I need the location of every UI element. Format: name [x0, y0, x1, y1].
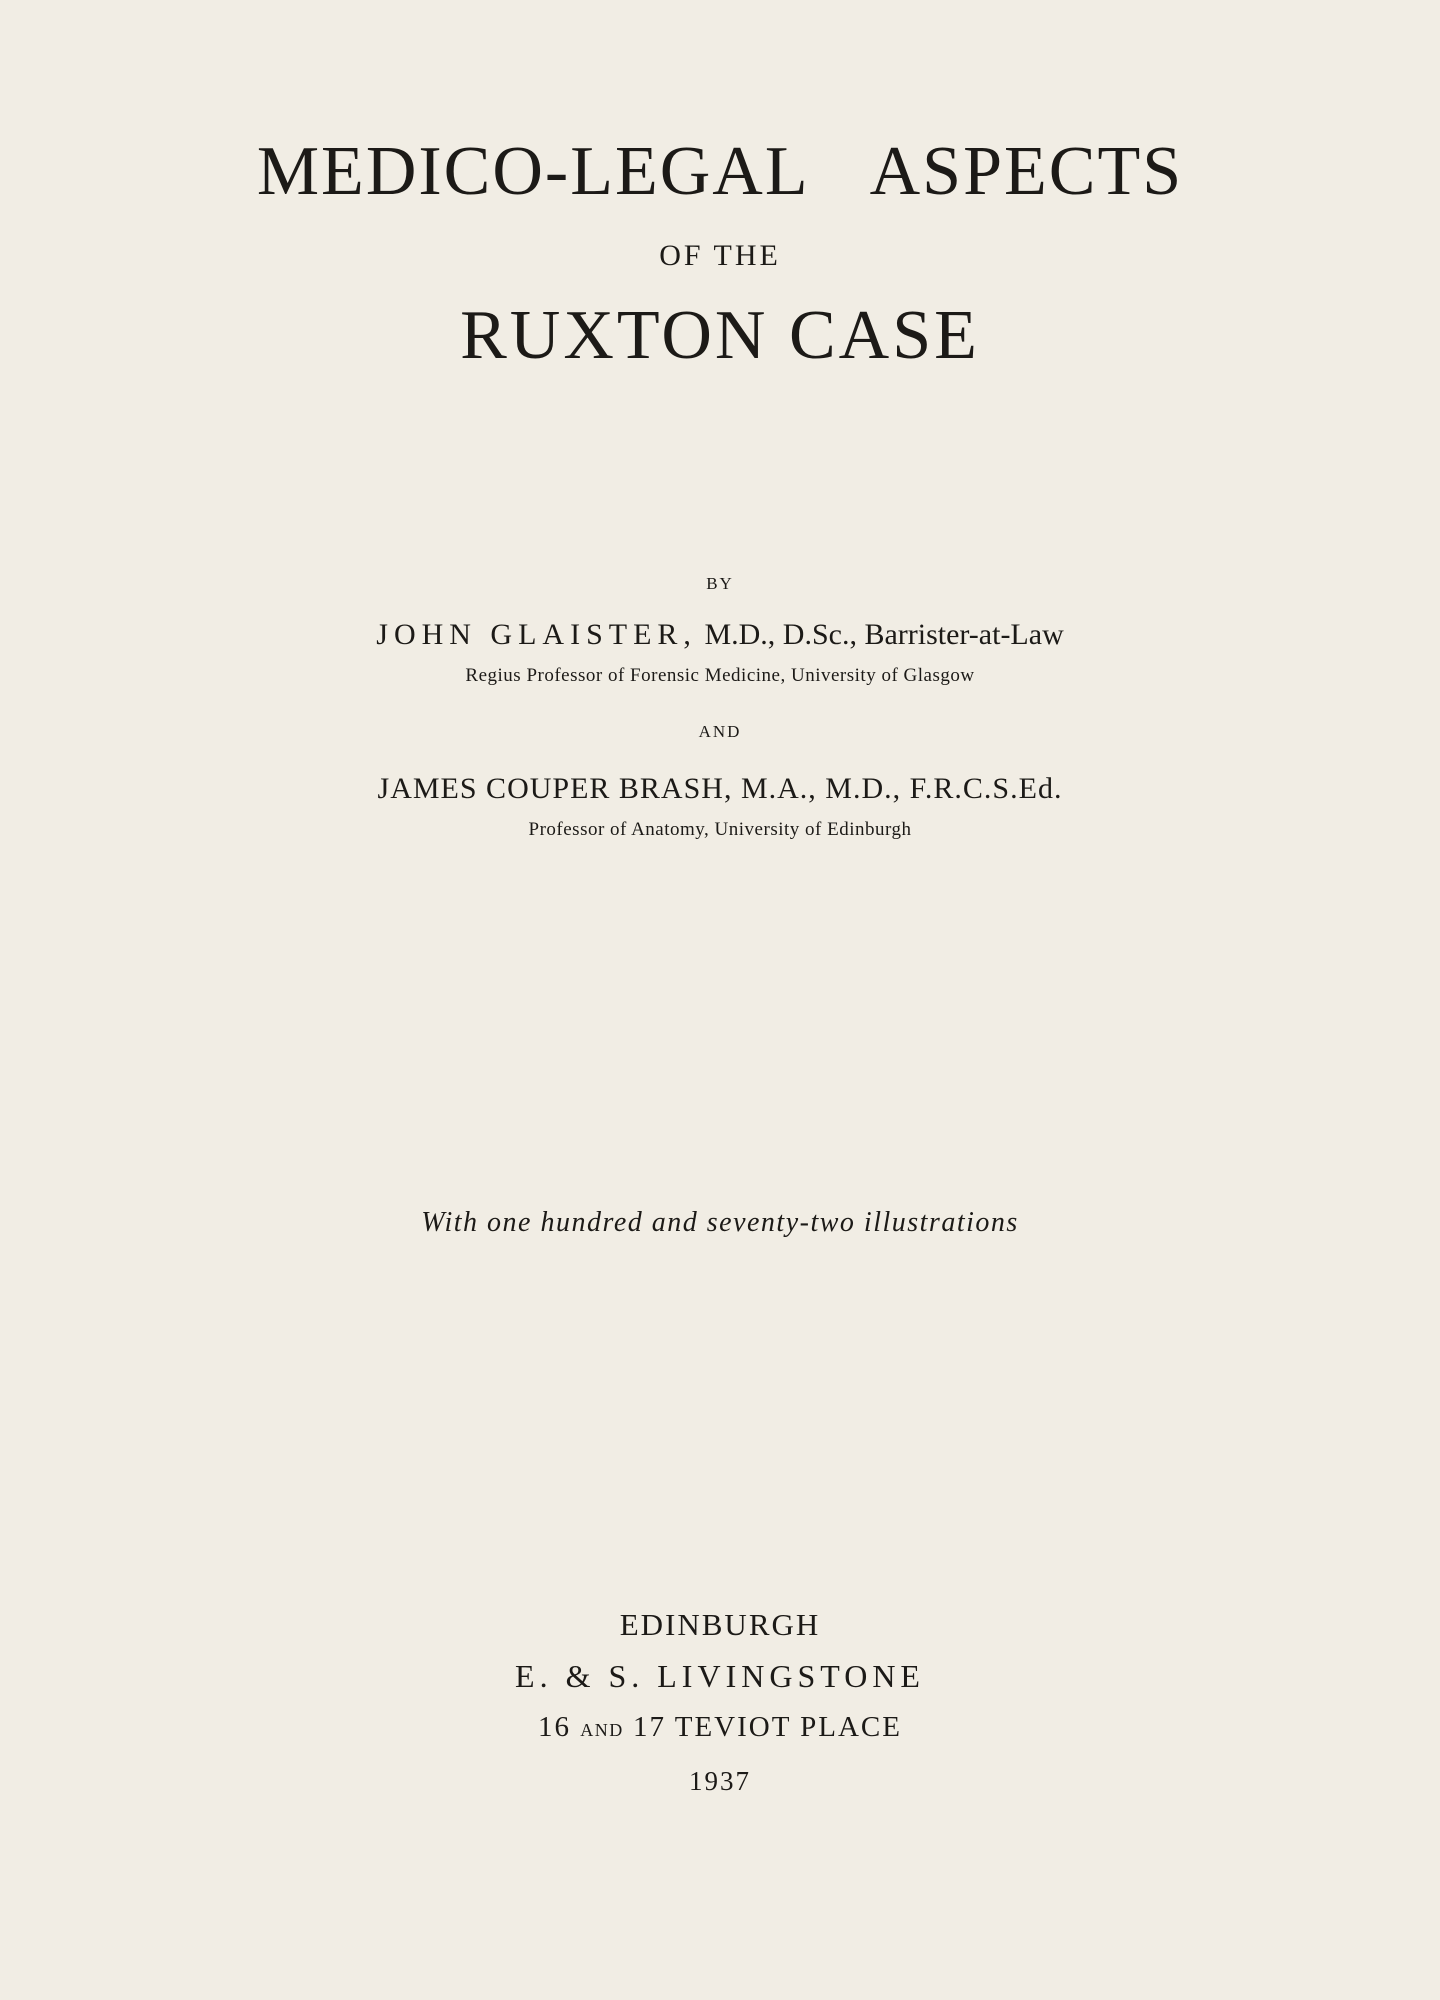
address-street: TEVIOT PLACE — [674, 1711, 902, 1743]
imprint-address — [0, 1709, 1440, 1748]
book-title-line-2: OF THE — [659, 239, 781, 272]
author-2-affiliation: Professor of Anatomy, University of Edinburgh — [528, 819, 912, 840]
author-1-name: JOHN GLAISTER, — [376, 618, 697, 651]
address-number-1: 16 — [538, 1711, 571, 1743]
address-number-2: 17 — [633, 1711, 666, 1743]
and-label: AND — [698, 722, 742, 741]
book-title-line-1 — [0, 132, 1440, 212]
address-and: AND — [580, 1720, 624, 1740]
book-title-line-3: RUXTON CASE — [460, 297, 980, 374]
author-1-affiliation: Regius Professor of Forensic Medicine, University of Glasgow — [465, 665, 975, 686]
illustrations-note: With one hundred and seventy-two illustrations — [421, 1207, 1019, 1238]
author-2-name: JAMES COUPER BRASH, M.A., M.D., F.R.C.S.Ed. — [377, 772, 1063, 805]
title-word-medico-legal: MEDICO-LEGAL — [256, 133, 810, 210]
author-1 — [0, 616, 1440, 654]
imprint-publisher: E. & S. LIVINGSTONE — [515, 1658, 925, 1694]
by-label: BY — [706, 574, 734, 593]
imprint-city: EDINBURGH — [619, 1607, 821, 1642]
author-1-degrees: M.D., D.Sc., Barrister-at-Law — [704, 618, 1064, 651]
imprint-year: 1937 — [689, 1766, 751, 1796]
title-word-aspects: ASPECTS — [869, 133, 1184, 210]
